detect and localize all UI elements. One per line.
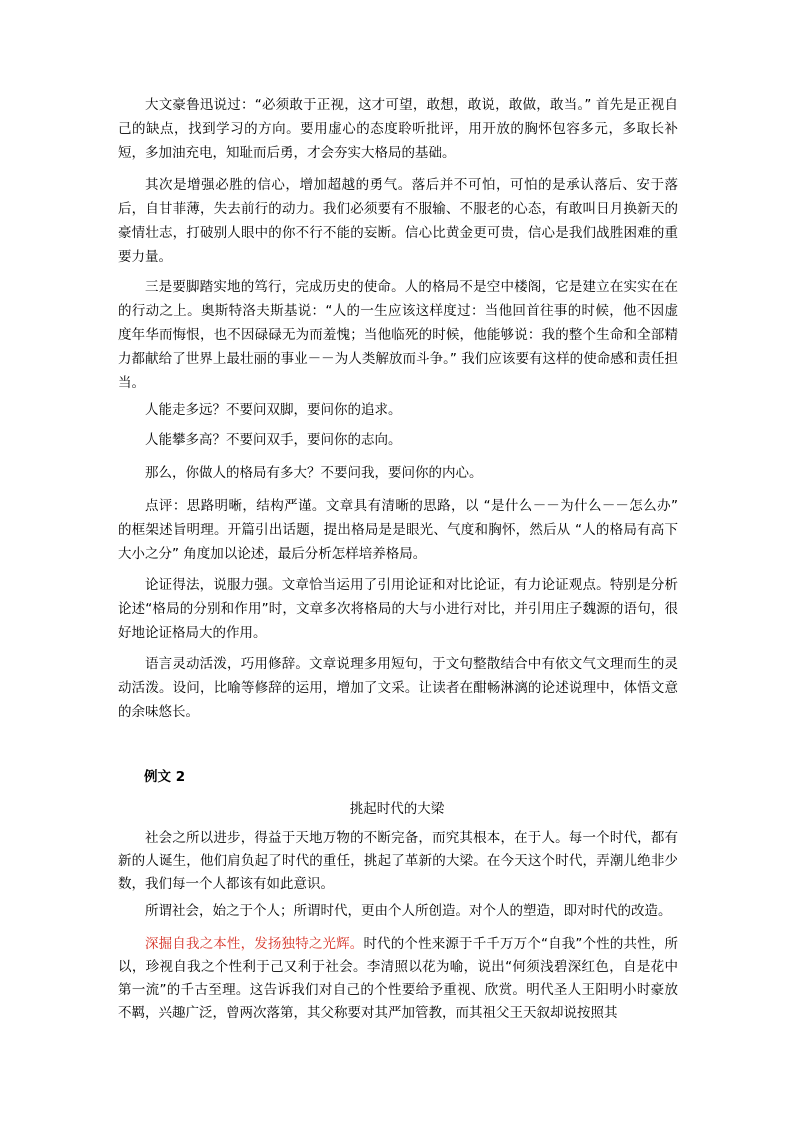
- paragraph-comment-language: 语言灵动活泼，巧用修辞。文章说理多用短句，于文句整散结合中有依文气文理而生的灵动活泼。设问，比喻等修辞的运用，增加了文采。让读者在酣畅淋漓的论述说理中，体悟文意的余味悠长。: [118, 656, 678, 720]
- paragraph-comment-structure: 点评：思路明晰，结构严谨。文章具有清晰的思路，以 “是什么－－为什么－－怎么办” 的框架述旨明理。开篇引出话题，提出格局是是眼光、气度和胸怀，然后从 “人的格局有高下大小之分” 角度加以论述，最后分析怎样培养格局。: [118, 498, 678, 562]
- paragraph-practice: 三是要脚踏实地的笃行，完成历史的使命。人的格局不是空中楼阁，它是建立在实实在在的行动之上。奥斯特洛夫斯基说：“人的一生应该这样度过：当他回首往事的时候，他不因虚度年华而悔恨，也不因碌碌无为而羞愧；当他临死的时候，他能够说：我的整个生命和全部精力都献给了世界上最壮丽的事业－－为人类解放而斗争。” 我们应该要有这样的使命感和责任担当。: [118, 279, 678, 391]
- essay-title: 挑起时代的大梁: [349, 801, 445, 817]
- example-heading: 例文 2: [144, 769, 186, 785]
- essay-highlight-sentence: 深掘自我之本性，发扬独特之光辉。: [145, 936, 364, 952]
- paragraph-lu-xun-quote: 大文豪鲁迅说过：“必须敢于正视，这才可望，敢想，敢说，敢做，敢当。” 首先是正视自己的缺点，找到学习的方向。要用虚心的态度聆听批评，用开放的胸怀包容多元，多取长补短，多加油充电，知耻而后勇，才会夯实大格局的基础。: [118, 97, 678, 161]
- essay-paragraph-3: [118, 933, 678, 1025]
- paragraph-question-climb: 人能攀多高？不要问双手，要问你的志向。: [145, 432, 402, 448]
- paragraph-question-pattern: 那么，你做人的格局有多大？不要问我，要问你的内心。: [145, 465, 483, 481]
- paragraph-confidence: 其次是增强必胜的信心，增加超越的勇气。落后并不可怕，可怕的是承认落后、安于落后，自甘菲薄，失去前行的动力。我们必须要有不服输、不服老的心态，有敢叫日月换新天的豪情壮志，打破别人眼中的你不行不能的妄断。信心比黄金更可贵，信心是我们战胜困难的重要力量。: [118, 177, 678, 265]
- essay-paragraph-3-text: 时代的个性来源于千千万万个“自我”个性的共性，所以，珍视自我之个性利于己又利于社会。李清照以花为喻，说出“何须浅碧深红色，自是花中第一流”的千古至理。这告诉我们对自己的个性要给予重视、欣赏。明代圣人王阳明小时豪放不羁，兴趣广泛，曾两次落第，其父称要对其严加管教，而其祖父王天叙却说按照其: [118, 936, 678, 1021]
- essay-paragraph-1: 社会之所以进步，得益于天地万物的不断完备，而究其根本，在于人。每一个时代，都有新的人诞生，他们肩负起了时代的重任，挑起了革新的大梁。在今天这个时代，弄潮儿绝非少数，我们每一个人都该有如此意识。: [118, 830, 678, 892]
- paragraph-question-walk: 人能走多远？不要问双脚，要问你的追求。: [145, 402, 402, 418]
- essay-paragraph-2: 所谓社会，始之于个人；所谓时代，更由个人所创造。对个人的塑造，即对时代的改造。: [145, 903, 672, 919]
- paragraph-comment-argument: 论证得法，说服力强。文章恰当运用了引用论证和对比论证，有力论证观点。特别是分析论述“格局的分别和作用”时，文章多次将格局的大与小进行对比，并引用庄子魏源的语句，很好地论证格局大的作用。: [118, 577, 678, 641]
